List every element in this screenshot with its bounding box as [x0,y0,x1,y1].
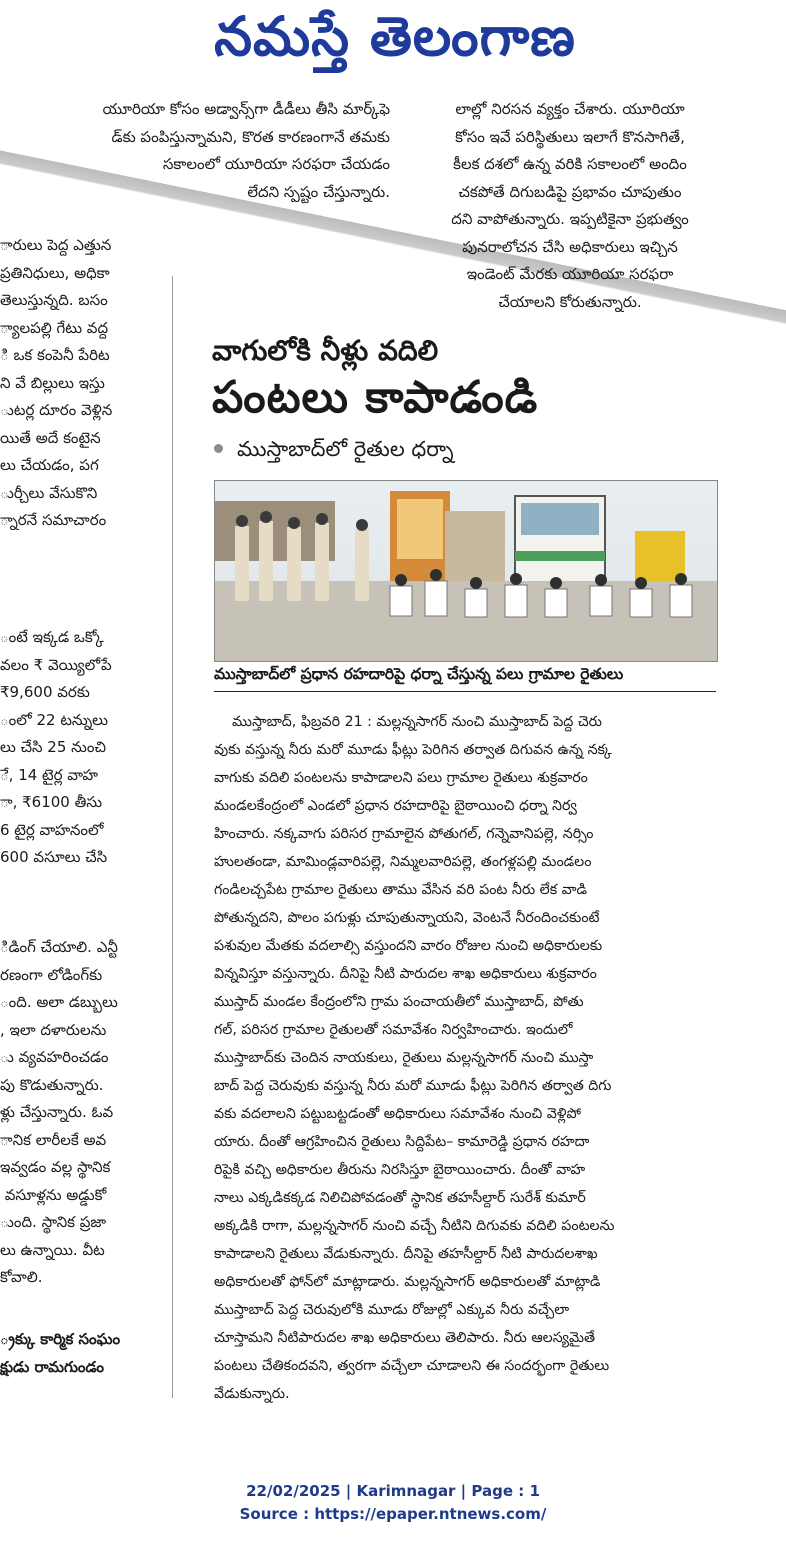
body-line: గల్, పరిసర గ్రామాల రైతులతో సమావేశం నిర్వహించారు. ఇందులో [214,1022,573,1038]
body-line: గండిలచ్చపేట గ్రామాల రైతులు తాము వేసిన వరి పంట నీరు లేక వాడి [214,882,587,898]
text-line: చేయాలని కోరుతున్నారు. [498,292,642,311]
text-line: వలం ₹ వెయ్యిలోపే [0,655,112,674]
text-line: , ఇలా దళారులను [0,1020,107,1039]
left-column-block-2 [0,624,168,872]
body-line: అక్కడికి రాగా, మల్లన్నసాగర్ నుంచి వచ్చే నీటిని దిగువకు వదిలి పంటలను [214,1218,615,1234]
text-line: లు చేసి 25 నుంచి [0,738,106,756]
left-column-block-3 [0,934,168,1292]
photo-caption: ముస్తాబాద్‌లో ప్రధాన రహదారిపై ధర్నా చేస్తున్న పలు గ్రామాల రైతులు [214,665,716,692]
body-line: ముస్తాద్ మండల కేంద్రంలోని గ్రామ పంచాయతీలో ముస్తాబాద్, పోతు [214,994,584,1010]
text-line: యితే అదే కంటైన [0,428,101,447]
text-line: ్రక్కు కార్మిక సంఘం [0,1330,121,1348]
text-line: క్షుడు రామగుండం [0,1357,105,1376]
body-line: పంటలు చేతికందవని, త్వరగా వచ్చేలా చూడాలని ఈ సందర్భంగా రైతులు [214,1358,610,1374]
text-line: రణంగా లోడింగ్‌కు [0,965,103,984]
article-subhead [214,437,454,467]
text-line: ంటే ఇక్కడ ఒక్కో [0,628,104,646]
text-line: యూరియా కోసం అడ్వాన్స్‌గా డీడీలు తీసి మార్క్‌ఫె [102,100,390,118]
article-body [214,708,724,1408]
left-column-block-1 [0,232,168,535]
text-line: ుంది. స్థానిక ప్రజా [0,1213,107,1231]
text-line: చకపోతే దిగుబడిపై ప్రభావం చూపుతుం [458,182,682,201]
article-photo [214,480,718,662]
body-line: మండలకేంద్రంలో ఎండలో ప్రధాన రహదారిపై బైఠాయించి ధర్నా నిర్వ [214,798,577,814]
body-line: చూస్తామని నీటిపారుదల శాఖ అధికారులు తెలిపారు. నీరు ఆలస్యమైతే [214,1330,596,1346]
text-line: ంది. అలా డబ్బులు [0,993,118,1011]
text-line: ళ్లు చేస్తున్నారు. ఓవ [0,1103,114,1121]
text-line: ుర్చీలు వేసుకొని [0,483,98,502]
bullet-icon [214,444,223,453]
footer-source: Source : https://epaper.ntnews.com/ [239,1505,547,1523]
top-middle-column [100,96,390,206]
text-line: ఇండెంట్ మేరకు యూరియా సరఫరా [466,265,674,283]
text-line: ారులు పెద్ద ఎత్తున [0,236,112,254]
text-line: ే, 14 టైర్ల వాహ [0,765,99,784]
text-line: ని వే బిల్లులు ఇస్తు [0,373,105,392]
footer-date-edition: 22/02/2025 | Karimnagar | Page : 1 [246,1482,540,1500]
text-line: లాల్లో నిరసన వ్యక్తం చేశారు. యూరియా [455,100,685,118]
text-line: లు చేయడం, పగ [0,456,99,474]
text-line: 600 వసూలు చేసి [0,848,108,866]
text-line: ిడింగ్ చేయాలి. ఎన్టీ [0,938,118,956]
text-line: 6 టైర్ల వాహనంలో [0,820,104,839]
body-line: రిపైకి వచ్చి అధికారుల తీరును నిరసిస్తూ బైఠాయించారు. దీంతో వాహ [214,1162,586,1178]
masthead-title: నమస్తే తెలంగాణ [214,5,576,68]
text-line: ్నారనే సమాచారం [0,511,107,529]
body-line: ముస్తాబాద్, ఫిబ్రవరి 21 : మల్లన్నసాగర్ నుంచి ముస్తాబాద్ పెద్ద చెరు [214,714,602,730]
text-line: ్యాలపల్లి గేటు వద్ద [0,318,109,337]
text-line: ఇవ్వడం వల్ల స్థానిక [0,1158,111,1176]
text-line: ా, ₹6100 తీసు [0,793,103,811]
body-line: హించారు. నక్కవాగు పరిసర గ్రామాలైన పోతుగల్, గన్నెవానిపల్లె, నర్సిం [214,826,594,842]
text-line: డ్‌కు పంపిస్తున్నామని, కొరత కారణంగానే తమకు [111,127,390,146]
body-line: అధికారులతో ఫోన్‌లో మాట్లాడారు. మల్లన్నసాగర్ అధికారులతో మాట్లాడి [214,1274,601,1290]
text-line: ు వ్యవహరించడం [0,1048,109,1066]
body-line: యారు. దీంతో ఆగ్రహించిన రైతులు సిద్దిపేట– కామారెడ్డి ప్రధాన రహదా [214,1134,590,1150]
body-line: కాపాడాలని రైతులు వేడుకున్నారు. దీనిపై తహసీల్దార్ నీటి పారుదలశాఖ [214,1246,598,1262]
text-line: ంలో 22 టన్నులు [0,710,108,729]
text-line: పు కొడుతున్నారు. [0,1075,104,1094]
text-line: లేదని స్పష్టం చేస్తున్నారు. [247,182,390,201]
text-line: కోవాలి. [0,1268,43,1286]
body-line: వాగుకు వదిలి పంటలను కాపాడాలని పలు గ్రామాల రైతులు శుక్రవారం [214,770,588,786]
text-line: తెలుస్తున్నది. బసం [0,291,108,309]
text-line: ి ఒక కంపెనీ పేరిట [0,346,110,364]
column-divider [172,276,173,1398]
left-column-block-4 [0,1326,168,1381]
protest-photo-illustration [215,481,717,661]
top-right-column [410,96,730,316]
text-line: దని వాపోతున్నారు. ఇప్పటికైనా ప్రభుత్వం [451,210,689,228]
text-line: ₹9,600 వరకు [0,683,90,701]
text-line: ుటర్ల దూరం వెళ్లిన [0,401,113,419]
body-line: వుకు వస్తున్న నీరు మరో మూడు ఫీట్లు పెరిగిన తర్వాత దిగువన ఉన్న నక్క [214,742,612,758]
body-line: బాద్ పెద్ద చెరువుకు వస్తున్న నీరు మరో మూడు ఫీట్లు పెరిగిన తర్వాత దిగు [214,1078,612,1094]
text-line: సకాలంలో యూరియా సరఫరా చేయడం [162,155,390,173]
body-line: పోతున్నదని, పొలం పగుళ్లు చూపుతున్నాయని, వెంటనే నీరందించకుంటే [214,910,600,926]
body-line: ముస్తాబాద్‌కు చెందిన నాయకులు, రైతులు మల్లన్నసాగర్ నుంచి ముస్తా [214,1050,594,1066]
body-line: వేడుకున్నారు. [214,1386,290,1402]
text-line: పునరాలోచన చేసి అధికారులు ఇచ్చిన [462,237,678,256]
text-line: ప్రతినిధులు, అధికా [0,263,110,282]
body-line: హులతండా, మామిండ్లవారిపల్లె, నిమ్మలవారిపల్లె, తంగళ్లపల్లి మండలం [214,854,592,870]
text-line: లు ఉన్నాయి. వీట [0,1240,105,1259]
subhead-text: ముస్తాబాద్‌లో రైతుల ధర్నా [237,437,454,461]
text-line: కీలక దశలో ఉన్న వరికి సకాలంలో అందిం [453,155,687,173]
body-line: పశువుల మేతకు వదలాల్సి వస్తుందని వారం రోజుల నుంచి అధికారులకు [214,938,603,954]
body-line: వకు వదలాలని పట్టుబట్టడంతో అధికారులు సమావేశం నుంచి వెళ్లిపో [214,1106,581,1122]
body-line: నాలు ఎక్కడికక్కడ నిలిచిపోవడంతో స్థానిక తహసీల్దార్ సురేశ్ కుమార్ [214,1190,586,1206]
text-line: ానిక లారీలకే అవ [0,1130,107,1149]
article-kicker: వాగులోకి నీళ్లు వదిలి [212,334,439,367]
article-headline: పంటలు కాపాడండి [212,372,539,423]
text-line: వసూళ్లను అడ్డుకో [0,1185,107,1204]
body-line: విన్నవిస్తూ వస్తున్నారు. దీనిపై నీటి పారుదల శాఖ అధికారులు శుక్రవారం [214,966,597,982]
body-line: ముస్తాబాద్ పెద్ద చెరువులోకి మూడు రోజుల్లో ఎక్కువ నీరు వచ్చేలా [214,1302,570,1318]
text-line: కోసం ఇవే పరిస్థితులు ఇలాగే కొనసాగితే, [455,127,685,146]
